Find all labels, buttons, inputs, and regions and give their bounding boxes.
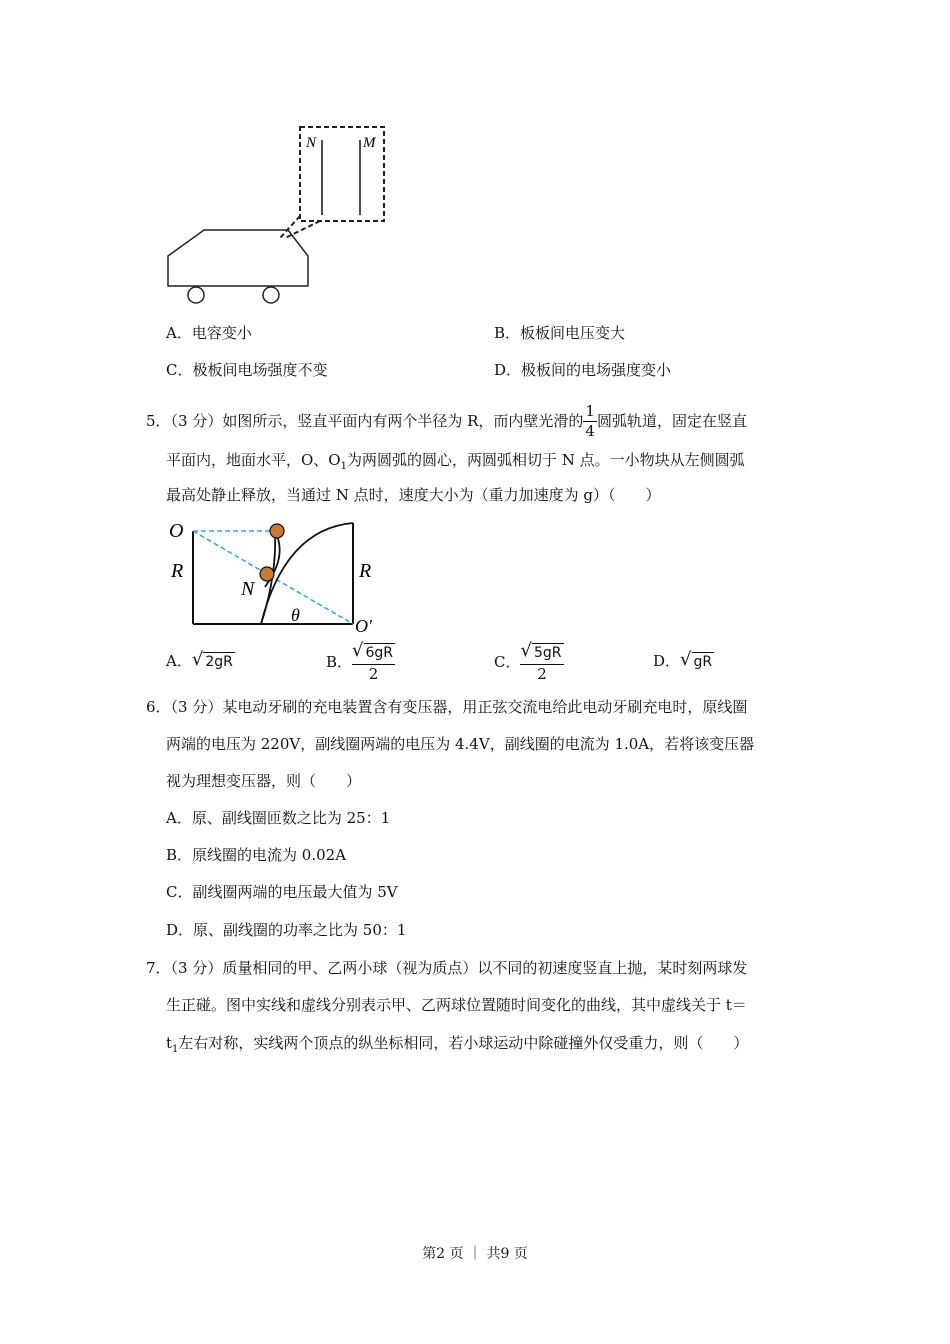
q5-option-a: A． √ 2gR <box>166 649 233 670</box>
label-m: M <box>363 135 376 151</box>
q6-line3: 视为理想变压器，则（ ） <box>166 772 362 790</box>
q6-option-d: D．原、副线圈的功率之比为 50：1 <box>166 921 407 939</box>
q6-option-c: C．副线圈两端的电压最大值为 5V <box>166 883 398 901</box>
q5-line1: 5．（3 分）如图所示，竖直平面内有两个半径为 R，而内壁光滑的 $\frac{1}{4}$ 圆弧轨道，固定在竖直 <box>146 401 747 440</box>
label-theta: θ <box>291 605 300 625</box>
label-o-prime: O′ <box>355 616 372 635</box>
q6-line1: 6．（3 分）某电动牙刷的充电装置含有变压器，用正弦交流电给此电动牙刷充电时，原线圈 <box>146 698 748 716</box>
ball-n <box>260 567 274 581</box>
q6-line2: 两端的电压为 220V，副线圈两端的电压为 4.4V，副线圈的电流为 1.0A，若将该变压器 <box>166 735 755 753</box>
q5-figure <box>165 515 385 635</box>
q4-figure <box>160 120 400 310</box>
q4-option-d: D．极板间的电场强度变小 <box>494 361 672 379</box>
label-n: N <box>241 578 255 600</box>
q5-line2: 平面内，地面水平，O、$O_1$为两圆弧的圆心，两圆弧相切于 N 点。一小物块从左侧圆弧 <box>166 451 745 472</box>
wheel-right <box>263 287 279 303</box>
label-r-left: R <box>171 560 184 582</box>
q5-option-c: C． √ 5gR 2 <box>494 640 562 683</box>
ball-top <box>270 524 284 538</box>
label-o: O <box>169 520 184 542</box>
q4-option-a: A．电容变小 <box>166 324 252 342</box>
q5-line3: 最高处静止释放，当通过 N 点时，速度大小为（重力加速度为 g）（ ） <box>166 486 661 504</box>
wheel-left <box>188 287 204 303</box>
q6-option-b: B．原线圈的电流为 0.02A <box>166 846 347 864</box>
car-body <box>168 230 308 286</box>
q4-option-b: B．板板间电压变大 <box>494 324 626 342</box>
q7-line3: $t_1$左右对称，实线两个顶点的纵坐标相同，若小球运动中除碰撞外仅受重力，则（ ） <box>166 1034 749 1055</box>
page-footer: 第2 页 ｜ 共9 页 <box>422 1246 528 1262</box>
q5-fraction: $\frac{1}{4}$ <box>585 401 595 440</box>
q4-option-c: C．极板间电场强度不变 <box>166 361 328 379</box>
q5-option-b: B． √ 6gR 2 <box>326 640 394 683</box>
q6-option-a: A．原、副线圈匝数之比为 25：1 <box>166 809 391 827</box>
q5-option-d: D． √ gR <box>653 649 713 670</box>
label-r-right: R <box>359 560 372 582</box>
q7-line2: 生正碰。图中实线和虚线分别表示甲、乙两球位置随时间变化的曲线，其中虚线关于 t＝ <box>166 996 747 1014</box>
label-n: N <box>306 135 317 151</box>
q7-line1: 7．（3 分）质量相同的甲、乙两小球（视为质点）以不同的初速度竖直上抛，某时刻两球发 <box>146 959 748 977</box>
